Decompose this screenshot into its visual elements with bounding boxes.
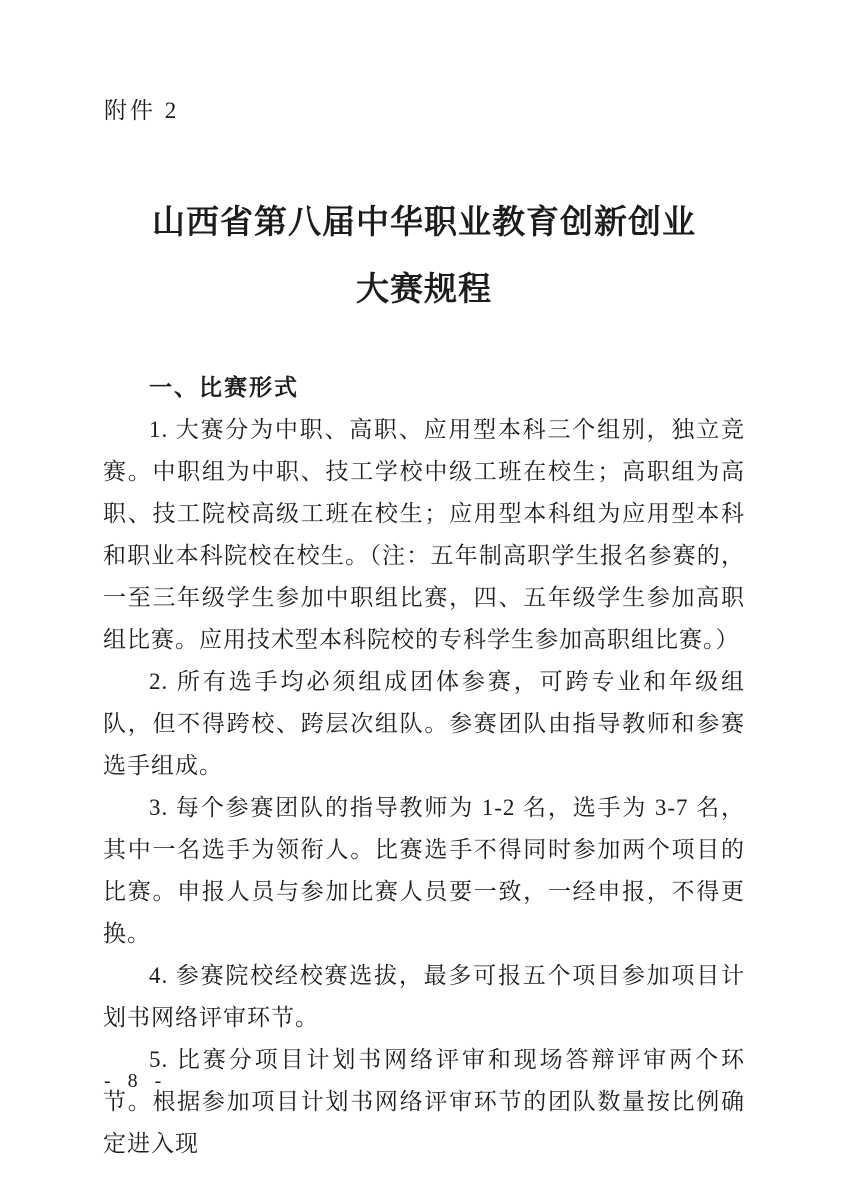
attachment-label: 附件 2 xyxy=(104,98,180,123)
document-body xyxy=(103,367,745,1165)
document-title-line-1: 山西省第八届中华职业教育创新创业 xyxy=(152,205,696,241)
document-title-line-2: 大赛规程 xyxy=(356,272,492,308)
page-number: - 8 - xyxy=(104,1070,168,1092)
document-title xyxy=(0,190,848,324)
paragraph-3: 3. 每个参赛团队的指导教师为 1-2 名，选手为 3-7 名，其中一名选手为领衔人。比赛选手不得同时参加两个项目的比赛。申报人员与参加比赛人员要一致，一经申报，不得更换。 xyxy=(103,795,745,946)
section-heading: 一、比赛形式 xyxy=(149,375,299,400)
paragraph-2: 2. 所有选手均必须组成团体参赛，可跨专业和年级组队，但不得跨校、跨层次组队。参赛团队由指导教师和参赛选手组成。 xyxy=(103,669,745,778)
paragraph-1: 1. 大赛分为中职、高职、应用型本科三个组别，独立竞赛。中职组为中职、技工学校中级工班在校生；高职组为高职、技工院校高级工班在校生；应用型本科组为应用型本科和职业本科院校在校生。（注：五年制高职学生报名参赛的，一至三年级学生参加中职组比赛，四、五年级学生参加高职组比赛。应用技术型本科院校的专科学生参加高职组比赛。） xyxy=(103,417,745,652)
paragraph-5: 5. 比赛分项目计划书网络评审和现场答辩评审两个环节。根据参加项目计划书网络评审环节的团队数量按比例确定进入现 xyxy=(103,1047,745,1156)
paragraph-4: 4. 参赛院校经校赛选拔，最多可报五个项目参加项目计划书网络评审环节。 xyxy=(103,963,745,1030)
